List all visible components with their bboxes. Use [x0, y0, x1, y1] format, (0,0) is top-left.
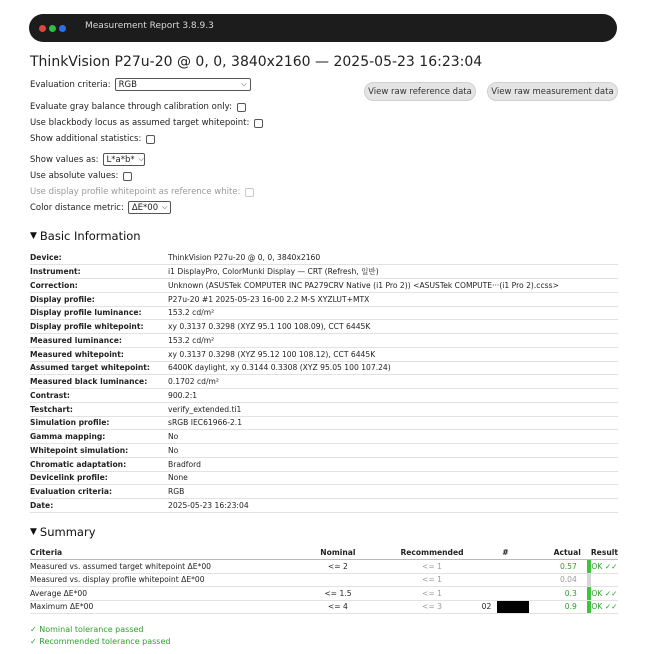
color-distance-label: Color distance metric: [30, 202, 124, 213]
criteria-cell: Average ΔE*00 [30, 587, 293, 601]
nominal-cell: <= 4 [293, 600, 382, 614]
info-value: No [168, 430, 618, 444]
info-key: Device: [30, 251, 168, 265]
show-values-select[interactable] [103, 153, 145, 166]
maximize-window-button[interactable] [59, 25, 66, 32]
num-cell [482, 573, 530, 587]
chevron-down-icon: ⌵ [162, 203, 168, 211]
info-key: Gamma mapping: [30, 430, 168, 444]
num-cell [482, 560, 530, 574]
table-row [30, 457, 618, 471]
table-row [30, 430, 618, 444]
table-row [30, 560, 618, 574]
summary-table [30, 546, 618, 614]
info-value: Unknown (ASUSTek COMPUTER INC PA279CRV Native (i1 Pro 2)) <ASUSTek COMPUTE···(i1 Pro 2).ccss> [168, 279, 618, 293]
info-key: Whitepoint simulation: [30, 444, 168, 458]
display-profile-wp-label: Use display profile whitepoint as reference white: [30, 187, 241, 197]
table-row [30, 485, 618, 499]
info-value: sRGB IEC61966-2.1 [168, 416, 618, 430]
absolute-values-checkbox[interactable] [123, 172, 132, 181]
table-row [30, 573, 618, 587]
basic-information-toggle[interactable] [30, 229, 141, 243]
info-value: verify_extended.ti1 [168, 402, 618, 416]
gray-balance-row [30, 102, 246, 112]
additional-stats-row [30, 134, 155, 144]
recommended-cell: <= 1 [382, 560, 481, 574]
display-profile-wp-checkbox [245, 188, 254, 197]
num-cell [482, 587, 530, 601]
table-row [30, 347, 618, 361]
absolute-values-label: Use absolute values: [30, 171, 119, 181]
actual-cell: 0.3 [529, 587, 587, 601]
blackbody-row [30, 118, 263, 128]
table-row [30, 265, 618, 279]
table-row [30, 389, 618, 403]
header-nominal: Nominal [293, 546, 382, 560]
window-title: Measurement Report 3.8.9.3 [85, 21, 214, 31]
info-value: None [168, 471, 618, 485]
evaluation-criteria-label: Evaluation criteria: [30, 79, 111, 90]
table-row [30, 306, 618, 320]
blackbody-checkbox[interactable] [254, 119, 263, 128]
info-key: Measured black luminance: [30, 375, 168, 389]
nominal-cell: <= 2 [293, 560, 382, 574]
table-row [30, 320, 618, 334]
table-row [30, 587, 618, 601]
page-title: ThinkVision P27u-20 @ 0, 0, 3840x2160 — 2025-05-23 16:23:04 [30, 54, 483, 70]
table-row [30, 292, 618, 306]
info-key: Devicelink profile: [30, 471, 168, 485]
result-cell: OK ✓✓ [591, 600, 618, 614]
info-key: Measured luminance: [30, 334, 168, 348]
evaluation-criteria-row [30, 78, 251, 91]
nominal-tolerance-status: ✓ Nominal tolerance passed [30, 625, 144, 634]
info-key: Correction: [30, 279, 168, 293]
info-value: 153.2 cd/m² [168, 334, 618, 348]
result-cell: OK ✓✓ [591, 587, 618, 601]
nominal-cell [293, 573, 382, 587]
show-values-label: Show values as: [30, 154, 99, 165]
criteria-cell: Maximum ΔE*00 [30, 600, 293, 614]
recommended-cell: <= 1 [382, 587, 481, 601]
view-raw-measurement-button[interactable]: View raw measurement data [487, 82, 618, 101]
recommended-cell: <= 3 [382, 600, 481, 614]
table-row [30, 600, 618, 614]
window-titlebar [29, 14, 617, 42]
info-key: Measured whitepoint: [30, 347, 168, 361]
chevron-down-icon: ⌵ [138, 155, 144, 163]
summary-header-row [30, 546, 618, 560]
table-row [30, 471, 618, 485]
close-window-button[interactable] [39, 25, 46, 32]
summary-toggle[interactable] [30, 525, 96, 539]
header-criteria: Criteria [30, 546, 293, 560]
info-key: Date: [30, 499, 168, 513]
evaluation-criteria-select[interactable] [115, 78, 251, 91]
show-values-value: L*a*b* [106, 154, 135, 165]
num-with-patch [482, 601, 530, 613]
header-result: Result [591, 546, 618, 560]
num-cell [482, 600, 530, 614]
criteria-cell: Measured vs. assumed target whitepoint ΔE*00 [30, 560, 293, 574]
result-cell [591, 573, 618, 587]
gray-balance-label: Evaluate gray balance through calibration only: [30, 102, 232, 112]
info-value: xy 0.3137 0.3298 (XYZ 95.1 100 108.09), CCT 6445K [168, 320, 618, 334]
info-value: 0.1702 cd/m² [168, 375, 618, 389]
info-value: xy 0.3137 0.3298 (XYZ 95.12 100 108.12), CCT 6445K [168, 347, 618, 361]
display-profile-wp-row [30, 187, 254, 197]
color-distance-value: ΔE*00 [131, 202, 159, 213]
nominal-cell: <= 1.5 [293, 587, 382, 601]
recommended-tolerance-status: ✓ Recommended tolerance passed [30, 637, 171, 646]
actual-cell: 0.57 [529, 560, 587, 574]
minimize-window-button[interactable] [49, 25, 56, 32]
gray-balance-checkbox[interactable] [237, 103, 246, 112]
show-values-row [30, 153, 145, 166]
info-value: P27u-20 #1 2025-05-23 16-00 2.2 M-S XYZLUT+MTX [168, 292, 618, 306]
view-raw-reference-button[interactable]: View raw reference data [364, 82, 476, 101]
info-value: 6400K daylight, xy 0.3144 0.3308 (XYZ 95.05 100 107.24) [168, 361, 618, 375]
info-value: 153.2 cd/m² [168, 306, 618, 320]
table-row [30, 444, 618, 458]
criteria-cell: Measured vs. display profile whitepoint ΔE*00 [30, 573, 293, 587]
info-value: RGB [168, 485, 618, 499]
info-key: Display profile luminance: [30, 306, 168, 320]
table-row [30, 279, 618, 293]
result-cell: OK ✓✓ [591, 560, 618, 574]
patch-number: 02 [481, 602, 492, 612]
info-value: No [168, 444, 618, 458]
info-value: 2025-05-23 16:23:04 [168, 499, 618, 513]
info-value: 900.2:1 [168, 389, 618, 403]
evaluation-criteria-value: RGB [118, 79, 137, 90]
triangle-down-icon: ▼ [30, 231, 37, 241]
info-value: i1 DisplayPro, ColorMunki Display — CRT (Refresh, 일반) [168, 265, 618, 279]
recommended-cell: <= 1 [382, 573, 481, 587]
table-row [30, 334, 618, 348]
actual-cell: 0.04 [529, 573, 587, 587]
header-actual: Actual [529, 546, 591, 560]
info-key: Instrument: [30, 265, 168, 279]
absolute-values-row [30, 171, 132, 181]
info-key: Evaluation criteria: [30, 485, 168, 499]
info-value: Bradford [168, 457, 618, 471]
basic-information-table [30, 251, 618, 513]
info-key: Simulation profile: [30, 416, 168, 430]
chevron-down-icon: ⌵ [241, 80, 247, 88]
table-row [30, 251, 618, 265]
header-num: # [482, 546, 530, 560]
table-row [30, 416, 618, 430]
color-distance-select[interactable] [128, 201, 171, 214]
info-key: Chromatic adaptation: [30, 457, 168, 471]
header-recommended: Recommended [382, 546, 481, 560]
color-distance-row [30, 201, 171, 214]
table-row [30, 499, 618, 513]
info-key: Assumed target whitepoint: [30, 361, 168, 375]
table-row [30, 361, 618, 375]
blackbody-label: Use blackbody locus as assumed target whitepoint: [30, 118, 250, 128]
info-key: Contrast: [30, 389, 168, 403]
info-key: Display profile: [30, 292, 168, 306]
actual-cell: 0.9 [529, 600, 587, 614]
basic-information-heading: Basic Information [39, 229, 141, 243]
info-key: Display profile whitepoint: [30, 320, 168, 334]
table-row [30, 402, 618, 416]
color-patch-swatch [497, 601, 529, 613]
table-row [30, 375, 618, 389]
summary-heading: Summary [39, 525, 96, 539]
triangle-down-icon: ▼ [30, 527, 37, 537]
info-value: ThinkVision P27u-20 @ 0, 0, 3840x2160 [168, 251, 618, 265]
additional-stats-checkbox[interactable] [146, 135, 155, 144]
additional-stats-label: Show additional statistics: [30, 134, 142, 144]
info-key: Testchart: [30, 402, 168, 416]
